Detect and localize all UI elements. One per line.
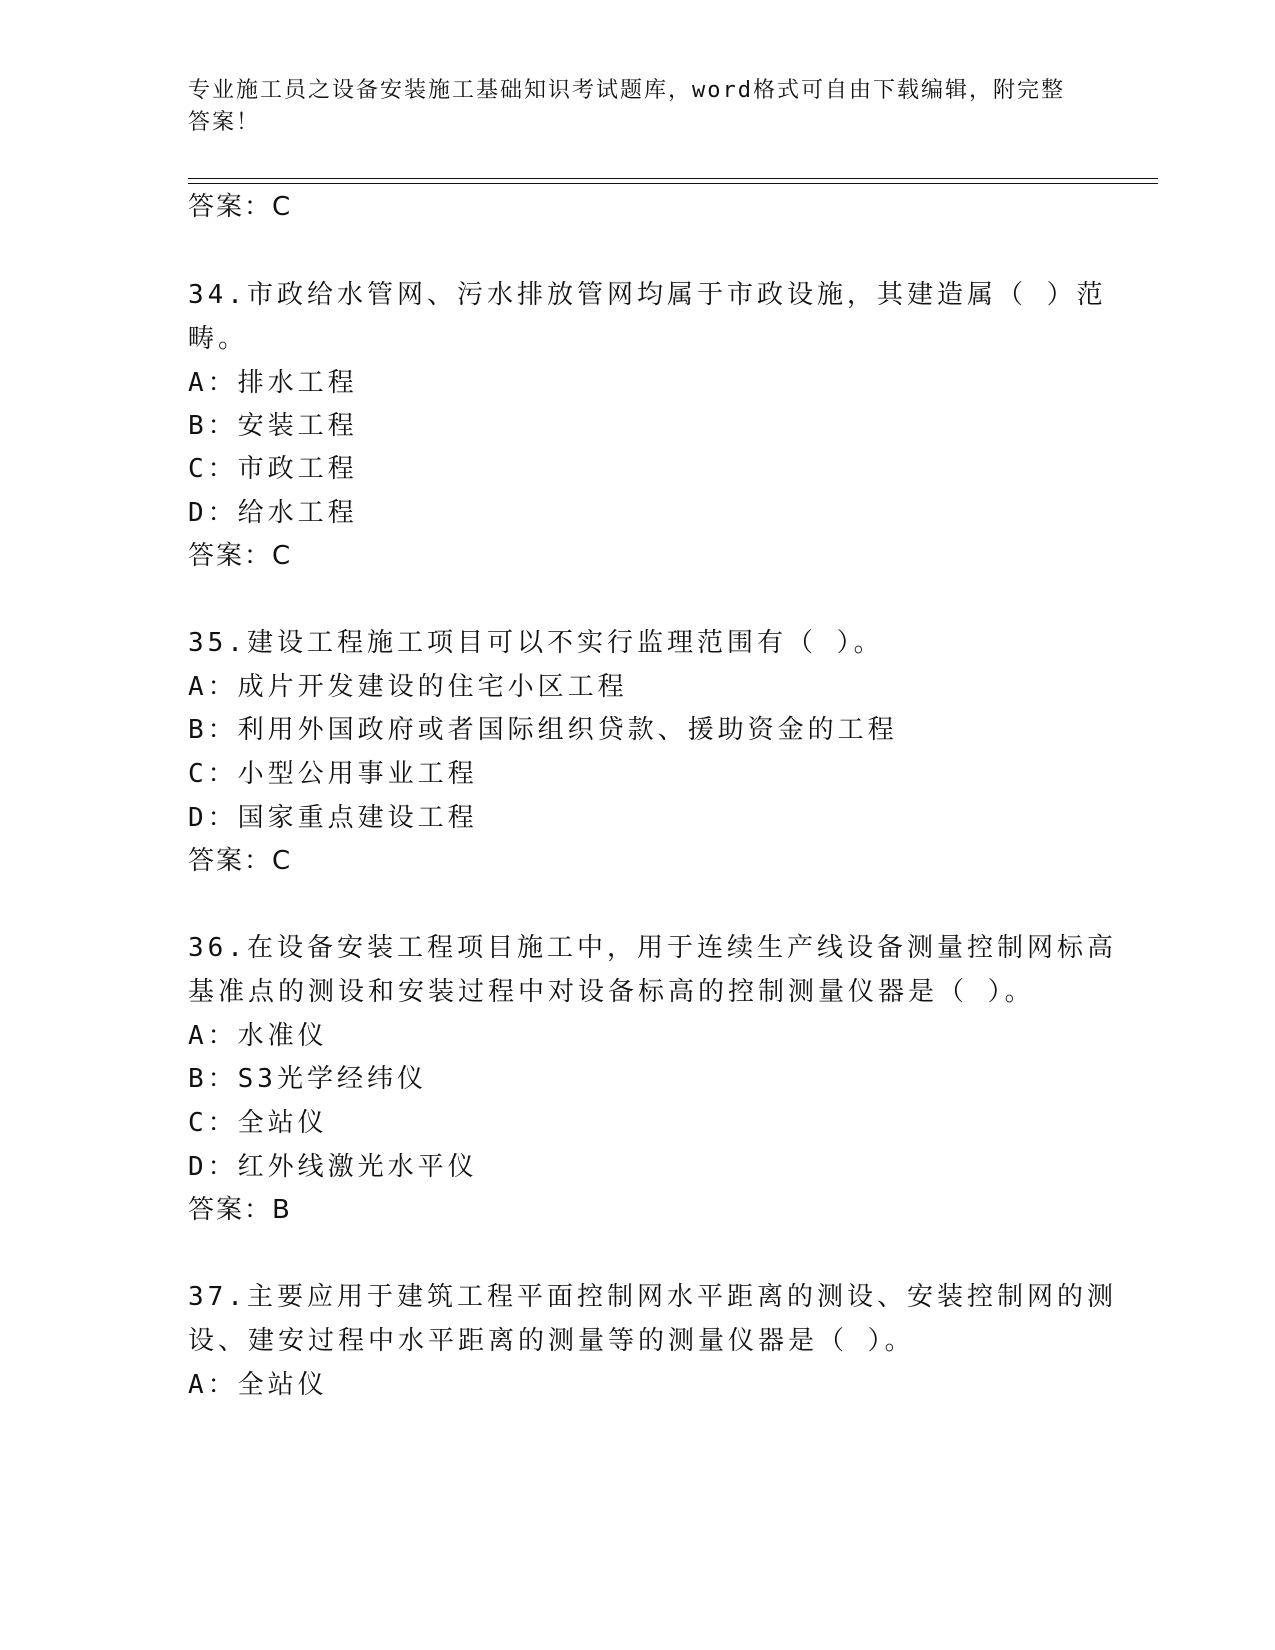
- question-34-option-d: D：给水工程: [188, 498, 358, 528]
- header-divider-top: [188, 178, 1158, 179]
- question-36-answer: 答案：B: [188, 1195, 292, 1225]
- question-34-stem-line-2: 畴。: [188, 324, 249, 354]
- question-35-option-b: B：利用外国政府或者国际组织贷款、援助资金的工程: [188, 715, 898, 745]
- question-36-option-c: C：全站仪: [188, 1108, 328, 1138]
- header-divider-bottom: [188, 183, 1158, 184]
- question-35-option-c: C：小型公用事业工程: [188, 759, 478, 789]
- header-text: 专业施工员之设备安装施工基础知识考试题库，word格式可自由下载编辑，附完整答案！: [188, 78, 1065, 135]
- question-34-answer: 答案：C: [188, 541, 293, 571]
- question-35-stem-line-1: 35.建设工程施工项目可以不实行监理范围有（ ）。: [188, 628, 884, 658]
- question-34-stem-line-1: 34.市政给水管网、污水排放管网均属于市政设施，其建造属（ ）范: [188, 280, 1107, 310]
- question-36-stem-line-2: 基准点的测设和安装过程中对设备标高的控制测量仪器是（ ）。: [188, 977, 1035, 1007]
- question-36-option-d: D：红外线激光水平仪: [188, 1152, 478, 1182]
- previous-answer: 答案：C: [188, 192, 293, 222]
- question-34-option-c: C：市政工程: [188, 454, 358, 484]
- question-36-stem-line-1: 36.在设备安装工程项目施工中，用于连续生产线设备测量控制网标高: [188, 933, 1117, 963]
- question-35-answer: 答案：C: [188, 846, 293, 876]
- question-37-stem-line-1: 37.主要应用于建筑工程平面控制网水平距离的测设、安装控制网的测: [188, 1282, 1117, 1312]
- question-35-option-d: D：国家重点建设工程: [188, 803, 478, 833]
- question-36-option-a: A：水准仪: [188, 1021, 328, 1051]
- question-34-option-b: B：安装工程: [188, 411, 358, 441]
- question-34-option-a: A：排水工程: [188, 368, 358, 398]
- question-37-option-a: A：全站仪: [188, 1370, 328, 1400]
- question-36-option-b: B：S3光学经纬仪: [188, 1064, 427, 1094]
- document-header: [188, 75, 1068, 139]
- question-35-option-a: A：成片开发建设的住宅小区工程: [188, 672, 628, 702]
- question-37-stem-line-2: 设、建安过程中水平距离的测量等的测量仪器是（ ）。: [188, 1326, 915, 1356]
